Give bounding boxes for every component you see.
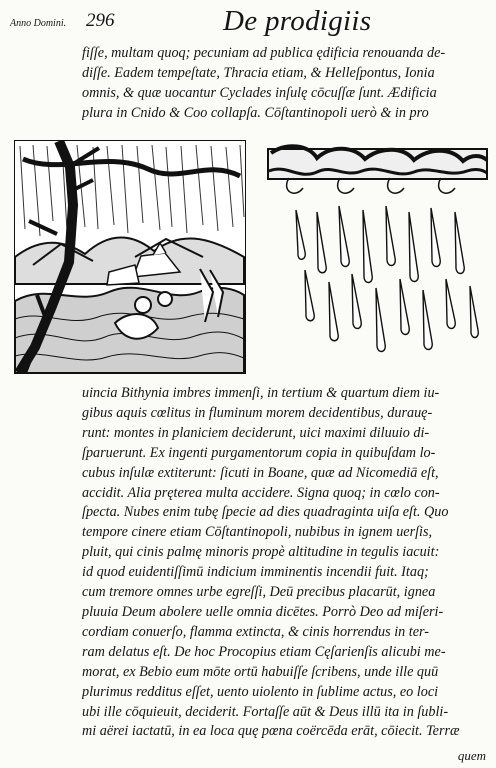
text-line: id quod euidentiſſimū indicium imminentis incendii fuit. Itaq; (82, 564, 429, 581)
catchword: quem (457, 748, 486, 763)
margin-note: Anno Domini. (10, 18, 67, 29)
text-line: omnis, & quæ uocantur Cyclades inſulę cōcuſſæ ſunt. Ædificia (82, 84, 437, 101)
running-title: De prodigiis (223, 5, 372, 37)
text-line: pluuia Deum abolere uelle omnia dicētes. Porrò Deo ad miſeri- (82, 603, 444, 620)
text-line: runt: montes in planiciem deciderunt, uici maximi diluuio di- (82, 424, 430, 441)
storm-flood-illustration (15, 141, 245, 373)
text-line: cordiam conuerſo, flamma extincta, & cinis horrendus in ter- (82, 623, 429, 640)
text-line: diſſe. Eadem tempeſtate, Thracia etiam, & Helleſpontus, Ionia (82, 64, 435, 81)
text-line: plurimus redditus eſſet, uento uiolento in ſublime actus, eo loci (82, 683, 439, 700)
text-line: fiſſe, multam quoq; pecuniam ad publica ędificia renouanda de- (82, 45, 446, 61)
text-line: gibus aquis cœlitus in fluminum morem decidentibus, durauę- (82, 404, 433, 421)
text-line: uincia Bithynia imbres immenſi, in tertium & quartum diem iu- (82, 385, 440, 401)
page-number: 296 (86, 10, 115, 31)
cloud-drops-illustration (265, 140, 490, 372)
text-block-bottom (82, 384, 492, 742)
text-line: ubi ille cōquieuit, deciderit. Fortaſſe aūt & Deus illū ita in ſubli- (82, 703, 449, 720)
text-line: ſpecta. Nubes enim tubę ſpecie ad dies quadraginta uiſa eſt. Quo (82, 504, 449, 521)
text-line: mi aërei iactatū, in ea loca quę pœna coërcēda erāt, cōiecit. Terræ (82, 723, 460, 740)
text-block-top (82, 44, 492, 124)
text-line: plura in Cnido & Coo collapſa. Cōſtantinopoli uerò & in pro (82, 104, 429, 121)
text-line: cum tremore omnes urbe egreſſi, Deū precibus placarūt, ignea (82, 584, 436, 601)
text-line: cubus inſulæ extiterunt: ſicuti in Boane, quæ ad Nicomediā eſt, (82, 464, 439, 481)
text-line: tempore cinere etiam Cōſtantinopoli, nubibus in ignem uerſis, (82, 524, 433, 541)
text-line: accidit. Alia pręterea multa accidere. Signa quoq; in cœlo con- (82, 484, 440, 501)
woodcut-storm-flood (14, 140, 246, 374)
text-line: morat, ex Bebio eum mōte ortū habuiſſe ſcribens, unde ille quū (82, 663, 439, 680)
woodcut-cloud-drops (265, 140, 490, 372)
text-line: ſparuerunt. Ex ingenti purgamentorum copia in quibuſdam lo- (82, 444, 436, 461)
text-line: pluit, qui cinis palmę minoris propè altitudine in tegulis iacuit: (82, 544, 440, 561)
text-line: ram delatus eſt. De hoc Procopius etiam Cęſarienſis alicubi me- (82, 643, 446, 660)
